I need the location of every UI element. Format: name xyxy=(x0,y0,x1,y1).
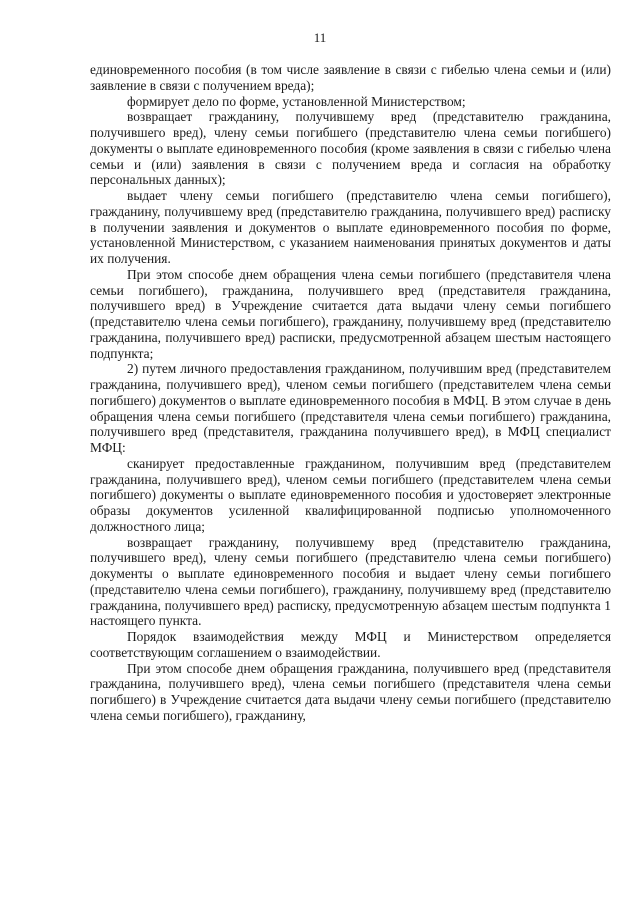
paragraph-continuation: единовременного пособия (в том числе заявление в связи с гибелью члена семьи и (или) заявление в связи с получением вреда); xyxy=(90,62,611,93)
paragraph-returns-and-issues: возвращает гражданину, получившему вред (представителю гражданина, получившего вред), члену семьи погибшего (представителю члена семьи погибшего) документы о выплате единовременного пособия и выдает члену семьи погибшего (представителю члена семьи погибшего), гражданину, получившему вред (представителю гражданина, получившего вред) расписку, предусмотренную абзацем шестым подпункта 1 настоящего пункта. xyxy=(90,534,611,629)
paragraph-mfc-submission: 2) путем личного предоставления гражданином, получившим вред (представителем гражданина, получившего вред), членом семьи погибшего (представителем члена семьи погибшего) документов о выплате единовременного пособия в МФЦ. В этом случае в день обращения члена семьи погибшего (представителя члена семьи погибшего) гражданина, получившего вред (представителя, гражданина получившего вред), в МФЦ специалист МФЦ: xyxy=(90,361,611,455)
paragraph-application-date: При этом способе днем обращения члена семьи погибшего (представителя члена семьи погибшего), гражданина, получившего вред (представителя гражданина, получившего вред) в Учреждение считается дата выдачи члену семьи погибшего (представителю члена семьи погибшего), гражданину, получившему вред (представителю гражданина, получившего вред) расписки, предусмотренной абзацем шестым настоящего подпункта; xyxy=(90,266,611,361)
paragraph-mfc-application-date: При этом способе днем обращения гражданина, получившего вред (представителя гражданина, получившего вред), члена семьи погибшего (представителя члена семьи погибшего) в Учреждение считается дата выдачи члену семьи погибшего (представителю члена семьи погибшего), гражданину, xyxy=(90,660,611,723)
paragraph-returns-documents: возвращает гражданину, получившему вред (представителю гражданина, получившего вред), члену семьи погибшего (представителю члена семьи погибшего) документы о выплате единовременного пособия (кроме заявления в связи с гибелью члена семьи и (или) заявления в связи с получением вреда и согласия на обработку персональных данных); xyxy=(90,109,611,188)
paragraph-forms-case: формирует дело по форме, установленной Министерством; xyxy=(127,93,466,109)
paragraph-scans-documents: сканирует предоставленные гражданином, получившим вред (представителем гражданина, получившего вред), членом семьи погибшего (представителем члена семьи погибшего) документы о выплате единовременного пособия и удостоверяет электронные образы документов усиленной квалифицированной подписью уполномоченного должностного лица; xyxy=(90,455,611,534)
paragraph-interaction-order: Порядок взаимодействия между МФЦ и Министерством определяется соответствующим соглашением о взаимодействии. xyxy=(90,629,611,660)
paragraph-issues-receipt: выдает члену семьи погибшего (представителю члена семьи погибшего), гражданину, получившему вред (представителю гражданина, получившего вред) расписку в получении заявления и документов о выплате единовременного пособия по форме, установленной Министерством, с указанием наименования принятых документов и даты их получения. xyxy=(90,188,611,266)
document-body xyxy=(90,62,611,724)
page-number: 11 xyxy=(313,30,327,45)
